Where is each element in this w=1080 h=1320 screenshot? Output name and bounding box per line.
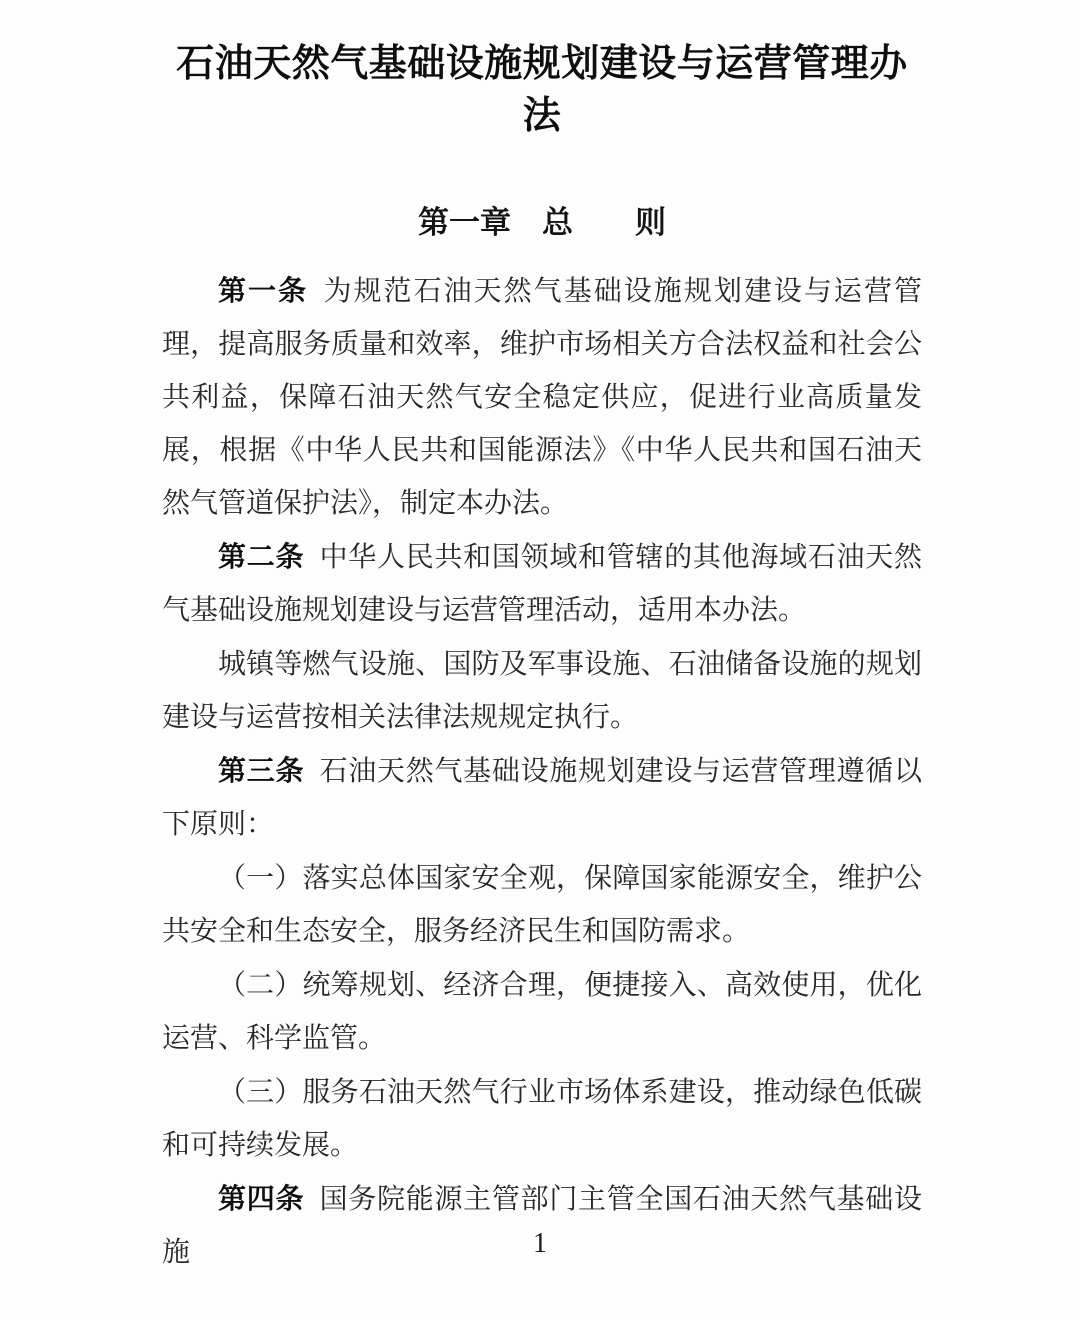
paragraph-text: （三）服务石油天然气行业市场体系建设，推动绿色低碳和可持续发展。	[162, 1077, 922, 1161]
paragraph-text: （二）统筹规划、经济合理，便捷接入、高效使用，优化运营、科学监管。	[162, 970, 922, 1054]
article-paragraph	[162, 637, 922, 744]
article-number: 第四条	[218, 1183, 305, 1214]
article-number: 第一条	[218, 275, 309, 306]
paragraph-text: 中华人民共和国领域和管辖的其他海域石油天然气基础设施规划建设与运营管理活动，适用本办法。	[162, 542, 922, 626]
document-title: 石油天然气基础设施规划建设与运营管理办法	[176, 43, 908, 137]
article-paragraph	[162, 1172, 922, 1279]
article-paragraph	[162, 744, 922, 851]
article-paragraph	[162, 264, 922, 530]
article-paragraph	[162, 530, 922, 637]
paragraph-text: 国务院能源主管部门主管全国石油天然气基础设施	[162, 1184, 922, 1268]
article-paragraph	[162, 958, 922, 1065]
page-number: 1	[533, 1228, 547, 1259]
chapter-heading: 第一章 总 则	[418, 205, 666, 240]
paragraph-text: （一）落实总体国家安全观，保障国家能源安全，维护公共安全和生态安全，服务经济民生和国防需求。	[162, 863, 922, 947]
article-paragraph	[162, 1065, 922, 1172]
paragraph-text: 为规范石油天然气基础设施规划建设与运营管理，提高服务质量和效率，维护市场相关方合法权益和社会公共利益，保障石油天然气安全稳定供应，促进行业高质量发展，根据《中华人民共和国能源法》《中华人民共和国石油天然气管道保护法》，制定本办法。	[162, 276, 922, 519]
document-body	[162, 264, 922, 1279]
article-paragraph	[162, 851, 922, 958]
article-number: 第三条	[218, 755, 305, 786]
paragraph-text: 石油天然气基础设施规划建设与运营管理遵循以下原则：	[162, 756, 922, 840]
article-number: 第二条	[218, 541, 305, 572]
paragraph-text: 城镇等燃气设施、国防及军事设施、石油储备设施的规划建设与运营按相关法律法规规定执行。	[162, 649, 922, 733]
